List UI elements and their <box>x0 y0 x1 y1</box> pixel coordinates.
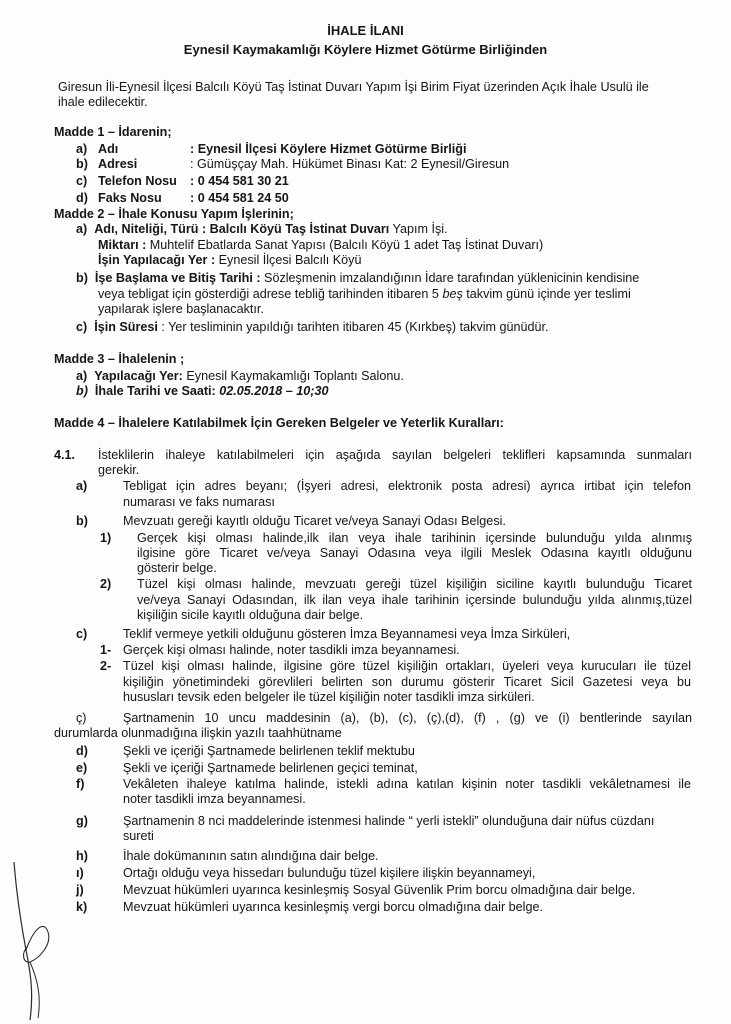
m4-e-text: Şekli ve içeriği Şartnamede belirlenen geçici teminat, <box>123 761 418 775</box>
m4-g-mark: g) <box>76 814 88 828</box>
madde3-a-value: Eynesil Kaymakamlığı Toplantı Salonu. <box>182 369 404 383</box>
m41-line-1: İsteklilerin ihaleye katılabilmeleri için aşağıda sayılan belgeleri teklifleri kapsamında sunmaları <box>98 448 692 462</box>
m4-c1-text: Gerçek kişi olması halinde, noter tasdikli imza beyannamesi. <box>123 643 460 657</box>
m4-c-mark: c) <box>76 627 88 641</box>
madde2-b-text-2a: veya tebligat için gösterdiği adrese tebliğ tarihinden itibaren 5 <box>98 287 443 301</box>
m4-g-line-2: sureti <box>123 829 154 843</box>
madde3-b-mark: b) <box>76 384 88 398</box>
madde1-c-value: : 0 454 581 30 21 <box>190 174 289 188</box>
m4-b2-line-3: kişiliğin sicile kayıtlı olduğuna dair belge. <box>137 608 364 622</box>
madde2-b-text-2c: takvim günü içinde yer teslimi <box>462 287 631 301</box>
m4-h-text: İhale dokümanının satın alındığına dair belge. <box>123 849 379 863</box>
m4-b1-line-3: gösterir belge. <box>137 561 217 575</box>
m41-num: 4.1. <box>54 448 76 462</box>
madde2-miktar-line <box>98 238 543 253</box>
madde1-a-label: Adı <box>98 142 119 156</box>
m4-cc-line-1: Şartnamenin 10 uncu maddesinin (a), (b), (c), (ç),(d), (f) , (g) ve (i) bentlerinde sayılan <box>123 711 692 725</box>
m4-b-mark: b) <box>76 514 88 528</box>
madde2-miktar-label: Miktarı : <box>98 238 147 252</box>
madde2-c-value: : Yer tesliminin yapıldığı tarihten itibaren 45 (Kırkbeş) takvim günüdür. <box>157 320 549 334</box>
madde2-yer-label: İşin Yapılacağı Yer : <box>98 253 216 267</box>
madde2-b-line-2 <box>98 287 631 302</box>
madde2-heading: Madde 2 – İhale Konusu Yapım İşlerinin; <box>54 207 294 221</box>
madde2-a-rest: Yapım İşi. <box>389 222 448 236</box>
m4-e-mark: e) <box>76 761 88 775</box>
madde2-miktar-value: Muhtelif Ebatlarda Sanat Yapısı (Balcılı Köyü 1 adet Taş İstinat Duvarı) <box>146 238 544 252</box>
madde2-b-mark: b) <box>76 271 88 285</box>
m4-c-text: Teklif vermeye yetkili olduğunu gösteren İmza Beyannamesi veya İmza Sirküleri, <box>123 627 571 641</box>
m4-f-line-2: noter tasdikli imza beyannamesi. <box>123 792 306 806</box>
madde2-a-line <box>76 222 448 237</box>
madde1-a-value: : Eynesil İlçesi Köylere Hizmet Götürme Birliği <box>190 142 467 156</box>
m4-b2-line-2: ve/veya Sanayi Odasından, ilk ilan veya ihale tarihinin içersinde bulunduğu yılda alınmış,tüzel <box>137 593 692 607</box>
madde1-d-value: : 0 454 581 24 50 <box>190 191 289 205</box>
madde2-b-text-1: Sözleşmenin imzalandığının İdare tarafından yüklenicinin kendisine <box>260 271 640 285</box>
intro-line-2: ihale edilecektir. <box>58 95 148 109</box>
m4-d-text: Şekli ve içeriği Şartnamede belirlenen teklif mektubu <box>123 744 415 758</box>
m4-cc-line-2: durumlarda olunmadığına ilişkin yazılı taahhütname <box>54 726 342 740</box>
madde3-a-line <box>76 369 404 384</box>
m4-b1-line-2: ilgisine göre Ticaret ve/veya Sanayi Odasına veya ilgili Meslek Odasına kayıtlı olduğunu <box>137 546 692 560</box>
m4-d-mark: d) <box>76 744 88 758</box>
m4-a-line-2: numarası ve faks numarası <box>123 495 275 509</box>
madde2-b-label: İşe Başlama ve Bitiş Tarihi : <box>94 271 261 285</box>
madde3-a-mark: a) <box>76 369 88 383</box>
madde4-heading: Madde 4 – İhalelere Katılabilmek İçin Gereken Belgeler ve Yeterlik Kuralları: <box>54 416 504 430</box>
madde1-heading: Madde 1 – İdarenin; <box>54 125 172 139</box>
m4-b1-mark: 1) <box>100 531 112 545</box>
m4-j-mark: j) <box>76 883 84 897</box>
m4-k-mark: k) <box>76 900 88 914</box>
madde1-b-value: : Gümüşçay Mah. Hükümet Binası Kat: 2 Eynesil/Giresun <box>190 157 510 171</box>
madde3-b-value: 02.05.2018 – 10;30 <box>215 384 329 398</box>
madde1-a-mark: a) <box>76 142 88 156</box>
madde2-yer-value: Eynesil İlçesi Balcılı Köyü <box>215 253 362 267</box>
madde2-c-line <box>76 320 549 335</box>
madde1-b-mark: b) <box>76 157 88 171</box>
m4-f-line-1: Vekâleten ihaleye katılma halinde, istekli adına katılan kişinin noter tasdikli vekâletnamesi ile <box>123 777 691 791</box>
m4-c1-mark: 1- <box>100 643 112 657</box>
m4-b2-mark: 2) <box>100 577 112 591</box>
madde1-c-mark: c) <box>76 174 88 188</box>
m4-b1-line-1: Gerçek kişi olması halinde,ilk ilan veya ihale tarihinin içersinde bulunduğu yılda alınmış <box>137 531 692 545</box>
m41-line-2: gerekir. <box>98 463 140 477</box>
madde2-yer-line <box>98 253 361 268</box>
m4-g-line-1: Şartnamenin 8 nci maddelerinde istenmesi halinde “ yerli istekli” olunduğuna dair nüfus cüzdanı <box>123 814 655 828</box>
madde2-b-line-1 <box>76 271 639 286</box>
madde2-a-label: Adı, Niteliği, Türü <box>94 222 199 236</box>
madde3-b-line <box>76 384 329 399</box>
m4-b2-line-1: Tüzel kişi olması halinde, mevzuatı gereği tüzel kişiliğin siciline kayıtlı bulunduğu Ticaret <box>137 577 692 591</box>
m4-c2-line-1: Tüzel kişi olması halinde, ilgisine göre tüzel kişiliğin ortakları, üyeleri veya kurucuları ile tüzel <box>123 659 691 673</box>
m4-i-text: Ortağı olduğu veya hissedarı bulunduğu tüzel kişilere ilişkin beyannameyi, <box>123 866 536 880</box>
madde2-b-text-2b: beş <box>442 287 463 301</box>
madde2-a-mark: a) <box>76 222 88 236</box>
madde1-d-label: Faks Nosu <box>98 191 162 205</box>
madde2-c-mark: c) <box>76 320 88 334</box>
m4-c2-line-2: kişiliğin yönetimindeki görevlileri belirten son durumu gösterir Ticaret Sicil Gazetesi veya bu <box>123 675 691 689</box>
doc-title: İHALE İLANI <box>327 23 404 38</box>
madde2-c-label: İşin Süresi <box>94 320 158 334</box>
intro-line-1: Giresun İli-Eynesil İlçesi Balcılı Köyü Taş İstinat Duvarı Yapım İşi Birim Fiyat üzerinden Açık İhale Usulü ile <box>58 80 649 94</box>
m4-b-text: Mevzuatı gereği kayıtlı olduğu Ticaret ve/veya Sanayi Odası Belgesi. <box>123 514 506 528</box>
m4-c2-line-3: hususları tevsik eden belgeler ile tüzel kişiliğin noter tasdikli imza sirküleri. <box>123 690 535 704</box>
m4-c2-mark: 2- <box>100 659 112 673</box>
m4-f-mark: f) <box>76 777 85 791</box>
madde3-heading: Madde 3 – İhalelenin ; <box>54 352 185 366</box>
madde3-a-label: Yapılacağı Yer: <box>94 369 183 383</box>
madde1-d-mark: d) <box>76 191 88 205</box>
m4-a-mark: a) <box>76 479 88 493</box>
madde3-b-label: İhale Tarihi ve Saati: <box>94 384 216 398</box>
m4-a-line-1: Tebligat için adres beyanı; (İşyeri adresi, elektronik posta adresi) ayrıca irtibat için telefon <box>123 479 691 493</box>
doc-subtitle: Eynesil Kaymakamlığı Köylere Hizmet Götürme Birliğinden <box>183 42 548 57</box>
m4-cc-mark: ç) <box>76 711 87 725</box>
m4-j-text: Mevzuat hükümleri uyarınca kesinleşmiş Sosyal Güvenlik Prim borcu olmadığına dair belge. <box>123 883 636 897</box>
signature-scribble <box>0 858 60 1024</box>
m4-h-mark: h) <box>76 849 88 863</box>
m4-k-text: Mevzuat hükümleri uyarınca kesinleşmiş vergi borcu olmadığına dair belge. <box>123 900 543 914</box>
madde2-b-line-3: yapılarak işlere başlanacaktır. <box>98 302 264 316</box>
m4-i-mark: ı) <box>76 866 84 880</box>
madde1-c-label: Telefon Nosu <box>98 174 177 188</box>
madde2-a-value: : Balcılı Köyü Taş İstinat Duvarı <box>198 222 390 236</box>
madde1-b-label: Adresi <box>98 157 138 171</box>
